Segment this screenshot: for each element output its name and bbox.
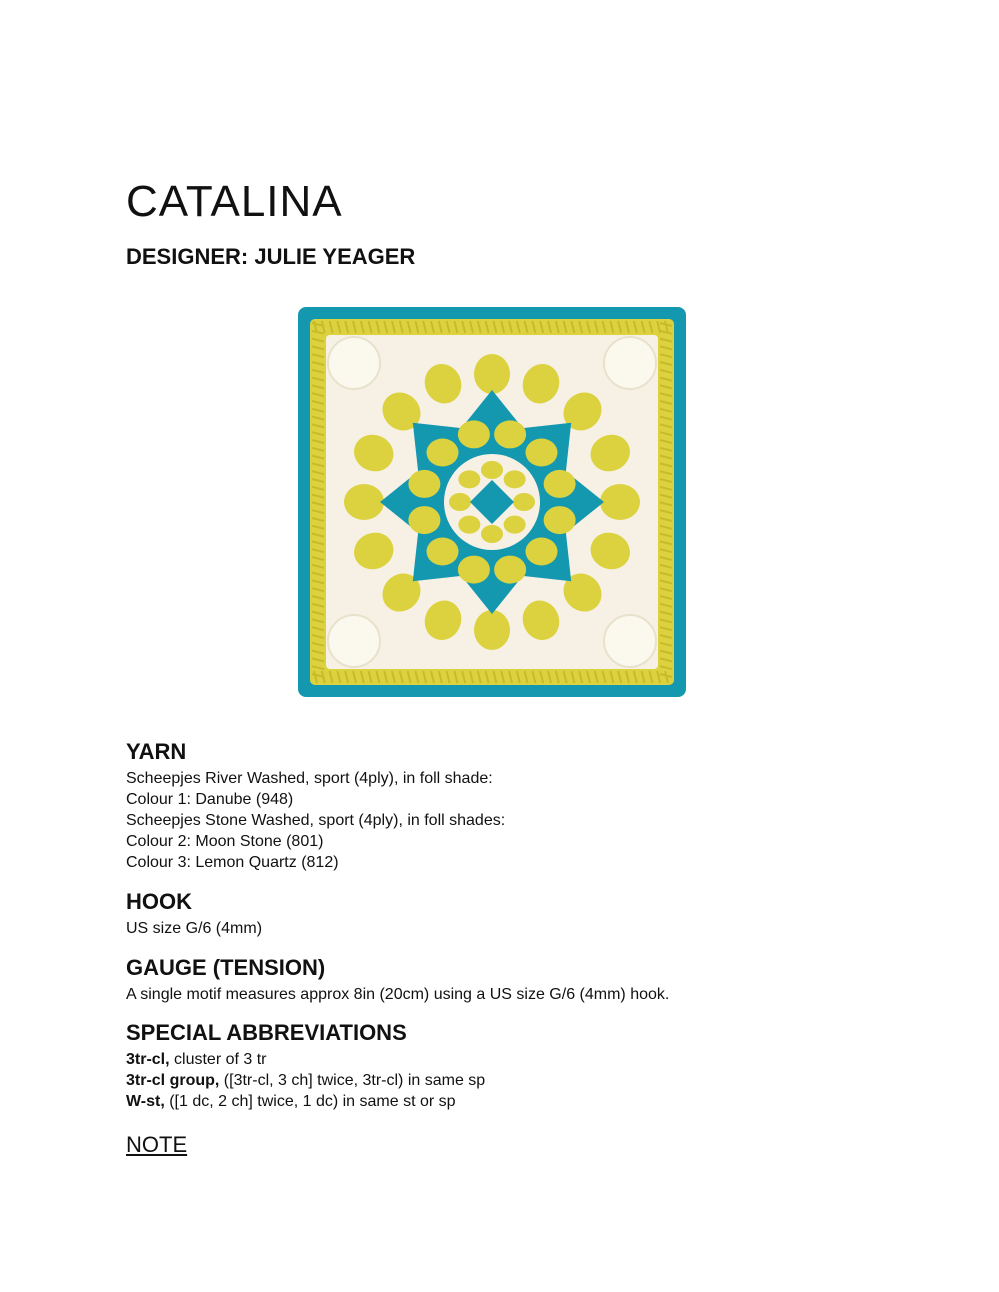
corner-fan — [328, 615, 380, 667]
cluster-outer — [344, 484, 384, 520]
cluster-middle — [458, 556, 490, 584]
cluster-middle — [408, 470, 440, 498]
gauge-section — [126, 956, 886, 1005]
hook-heading: HOOK — [126, 889, 192, 914]
pattern-title: CATALINA — [126, 177, 343, 226]
abbreviation-term: W-st, — [126, 1093, 165, 1111]
cluster-inner — [458, 516, 480, 534]
cluster-inner — [481, 525, 503, 543]
abbreviation-definition: ([3tr-cl, 3 ch] twice, 3tr-cl) in same sp — [219, 1072, 486, 1090]
cluster-inner — [513, 493, 535, 511]
cluster-middle — [525, 439, 557, 467]
cluster-middle — [427, 537, 459, 565]
cluster-inner — [504, 470, 526, 488]
abbreviation-item — [126, 1049, 886, 1070]
abbreviations-heading: SPECIAL ABBREVIATIONS — [126, 1020, 407, 1045]
yarn-heading: YARN — [126, 739, 187, 764]
cluster-middle — [458, 420, 490, 448]
gauge-heading: GAUGE (TENSION) — [126, 955, 326, 980]
yarn-line: Colour 2: Moon Stone (801) — [126, 833, 324, 851]
cluster-middle — [427, 439, 459, 467]
note-heading: NOTE — [126, 1132, 188, 1157]
cluster-inner — [458, 470, 480, 488]
abbreviation-item — [126, 1091, 886, 1112]
abbreviation-term: 3tr-cl group, — [126, 1072, 220, 1090]
crochet-square-photo — [296, 305, 688, 699]
abbreviations-section — [126, 1021, 886, 1112]
yarn-section — [126, 740, 886, 873]
corner-fan — [604, 615, 656, 667]
corner-fan — [604, 337, 656, 389]
yarn-line: Scheepjes Stone Washed, sport (4ply), in foll shades: — [126, 812, 506, 830]
cluster-outer — [474, 610, 510, 650]
cluster-middle — [544, 470, 576, 498]
gauge-line: A single motif measures approx 8in (20cm) using a US size G/6 (4mm) hook. — [126, 986, 670, 1004]
cluster-middle — [494, 556, 526, 584]
cluster-middle — [544, 506, 576, 534]
cluster-middle — [525, 537, 557, 565]
abbreviation-definition: ([1 dc, 2 ch] twice, 1 dc) in same st or sp — [164, 1093, 456, 1111]
designer-credit: DESIGNER: JULIE YEAGER — [126, 244, 416, 269]
yarn-line: Colour 3: Lemon Quartz (812) — [126, 854, 339, 872]
abbreviation-term: 3tr-cl, — [126, 1051, 170, 1069]
corner-fan — [328, 337, 380, 389]
cluster-outer — [600, 484, 640, 520]
yarn-line: Colour 1: Danube (948) — [126, 791, 294, 809]
cluster-inner — [449, 493, 471, 511]
abbreviation-item — [126, 1070, 886, 1091]
cluster-middle — [408, 506, 440, 534]
cluster-inner — [481, 461, 503, 479]
abbreviation-definition: cluster of 3 tr — [169, 1051, 267, 1069]
hook-section — [126, 890, 886, 939]
hook-line: US size G/6 (4mm) — [126, 920, 263, 938]
yarn-line: Scheepjes River Washed, sport (4ply), in foll shade: — [126, 770, 493, 788]
cluster-inner — [504, 516, 526, 534]
cluster-outer — [474, 354, 510, 394]
cluster-middle — [494, 420, 526, 448]
